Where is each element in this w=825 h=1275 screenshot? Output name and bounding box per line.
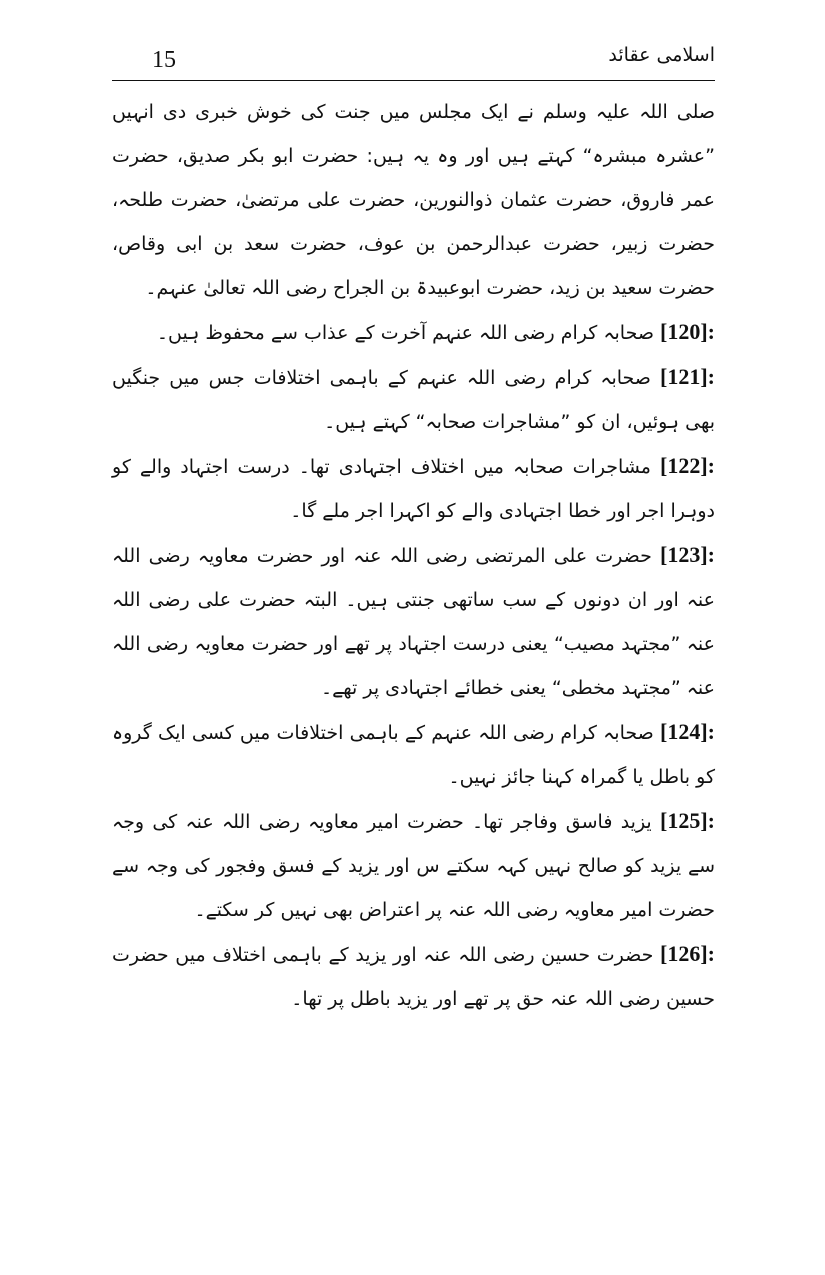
page-body <box>112 90 715 1021</box>
item-120 <box>112 310 715 355</box>
item-123 <box>112 533 715 710</box>
item-text: صحابہ کرام رضی اللہ عنہم کے باہمی اختلافات میں کسی ایک گروہ کو باطل یا گمراہ کہنا جائز نہیں۔ <box>112 722 715 788</box>
item-number: [121]: <box>660 364 715 389</box>
item-126 <box>112 932 715 1021</box>
item-122 <box>112 444 715 533</box>
item-number: [122]: <box>660 453 715 478</box>
item-number: [120]: <box>660 319 715 344</box>
item-125 <box>112 799 715 932</box>
item-121 <box>112 355 715 444</box>
item-text: حضرت علی المرتضی رضی اللہ عنہ اور حضرت معاویہ رضی اللہ عنہ اور ان دونوں کے سب ساتھی جنتی ہیں۔ البتہ حضرت علی رضی اللہ عنہ ”مجتہد مصیب“ یعنی درست اجتہاد پر تھے اور حضرت معاویہ رضی اللہ عنہ ”مجتہد مخطی“ یعنی خطائے اجتہادی پر تھے۔ <box>112 545 715 699</box>
item-number: [125]: <box>660 808 715 833</box>
item-number: [126]: <box>660 941 715 966</box>
item-124 <box>112 710 715 799</box>
item-number: [123]: <box>660 542 716 567</box>
item-text: حضرت حسین رضی اللہ عنہ اور یزید کے باہمی اختلاف میں حضرت حسین رضی اللہ عنہ حق پر تھے اور یزید باطل پر تھا۔ <box>112 944 715 1010</box>
item-text: مشاجرات صحابہ میں اختلاف اجتہادی تھا۔ درست اجتہاد والے کو دوہرا اجر اور خطا اجتہادی والے کو اکہرا اجر ملے گا۔ <box>112 456 715 522</box>
page-number: 15 <box>152 47 176 73</box>
intro-paragraph: صلی اللہ علیہ وسلم نے ایک مجلس میں جنت کی خوش خبری دی انہیں ”عشرہ مبشرہ“ کہتے ہیں اور وہ یہ ہیں: حضرت ابو بکر صدیق، حضرت عمر فاروق، حضرت عثمان ذوالنورین، حضرت علی مرتضیٰ، حضرت طلحہ، حضرت زبیر، حضرت عبدالرحمن بن عوف، حضرت سعد بن ابی وقاص، حضرت سعید بن زید، حضرت ابوعبیدۃ بن الجراح رضی اللہ تعالیٰ عنہم۔ <box>112 101 715 299</box>
item-number: [124]: <box>660 719 715 744</box>
item-text: صحابہ کرام رضی اللہ عنہم آخرت کے عذاب سے محفوظ ہیں۔ <box>156 322 654 344</box>
header-divider <box>112 80 715 81</box>
item-text: یزید فاسق وفاجر تھا۔ حضرت امیر معاویہ رضی اللہ عنہ کی وجہ سے یزید کو صالح نہیں کہہ سکتے س اور یزید کے فسق وفجور کی وجہ سے حضرت امیر معاویہ رضی اللہ عنہ پر اعتراض بھی نہیں کر سکتے۔ <box>112 811 715 921</box>
running-title: اسلامی عقائد <box>608 44 715 66</box>
item-text: صحابہ کرام رضی اللہ عنہم کے باہمی اختلافات جس میں جنگیں بھی ہوئیں، ان کو ”مشاجرات صحابہ“ کہتے ہیں۔ <box>112 367 715 433</box>
